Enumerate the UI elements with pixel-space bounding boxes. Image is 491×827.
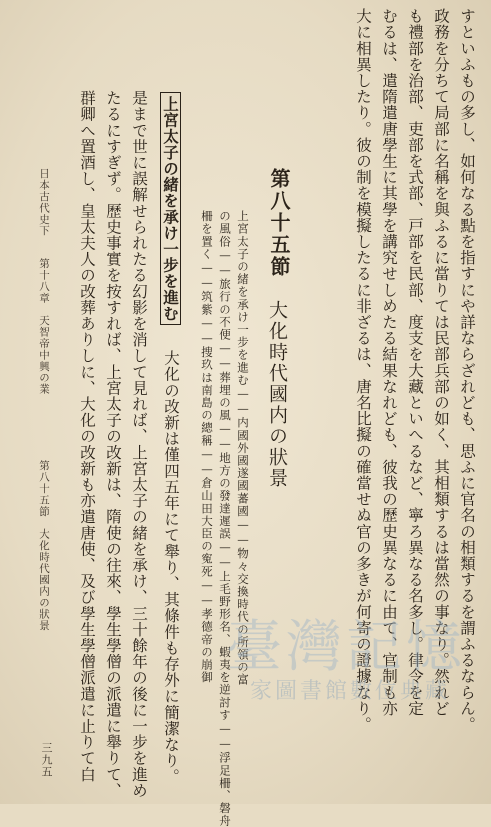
book-title: 日本古代史下	[38, 168, 50, 237]
body-column: むるは、遣隋遣唐學生に其學を講究せしめたる結果なれども、彼我の歷史異なるに由て、官制も亦	[380, 8, 398, 717]
body-column: 政務を分ちて局部に名稱を與ふるに當りては民部兵部の如く、其相類するは當然の事なり。然れど	[432, 8, 450, 717]
body-column: 大に相異したり。彼の制を模擬したるに非ざるは、唐名比擬の確當せぬ官の多きが何寄の證據なり。	[354, 8, 372, 733]
chapter-title: 第八十五節	[267, 168, 291, 278]
body-column: 是まで世に誤解せられたる幻影を消して見れば、上宮太子の緒を承け、三十餘年の後に一步を進め	[130, 90, 148, 799]
summary-column: 柵を置く——筑紫——捜玖は南島の總稱——倉山田大臣の寃死——孝德帝の崩御	[200, 210, 214, 684]
watermark-main-text: 臺灣記憶	[226, 615, 466, 680]
page-number: 三九五	[40, 742, 53, 778]
watermark-sub-text: 家圖書館數位典藏	[250, 679, 451, 704]
section-heading: 上宮太子の緒を承け一步を進む	[160, 92, 181, 325]
body-column: 群卿へ置酒し、皇太夫人の改葬ありしに、大化の改新も亦遣唐使、及び學生學僧派遣に止りて白	[78, 90, 96, 783]
summary-column: 上宮太子の緒を承け一步を進む——内國外國遂國蕃國——物々交換時代の所領の富	[236, 210, 250, 687]
library-watermark	[226, 615, 466, 704]
section-label: 第八十五節 大化時代國内の狀景	[38, 460, 50, 631]
body-column: 大化の改新は僅四五年にて舉り、其條件も存外に簡潔なり。	[162, 350, 180, 785]
body-column: すといふもの多し、如何なる點を指すにや詳ならざれども、思ふに官名の相類するを謂ふるならん。	[458, 8, 476, 733]
body-column: も禮部を治部、吏部を式部、戸部を民部、度支を大藏といへるなど、寧ろ異なる名多し。律令を定	[406, 8, 424, 717]
summary-column: の風俗——旅行の不便——葬埋の風——地方の發達遲誤——上毛野形名、蝦夷を逆討す——浮足柵、磐舟	[218, 210, 232, 827]
chapter-label: 第十八章 天智帝中興の業	[38, 258, 50, 395]
chapter-subtitle: 大化時代國内の狀景	[266, 300, 288, 489]
body-column: たるにすぎず。歷史事實を按すれば、上宮太子の改新は、隋使の往來、學生學僧の派遣に舉りて、	[104, 90, 122, 799]
